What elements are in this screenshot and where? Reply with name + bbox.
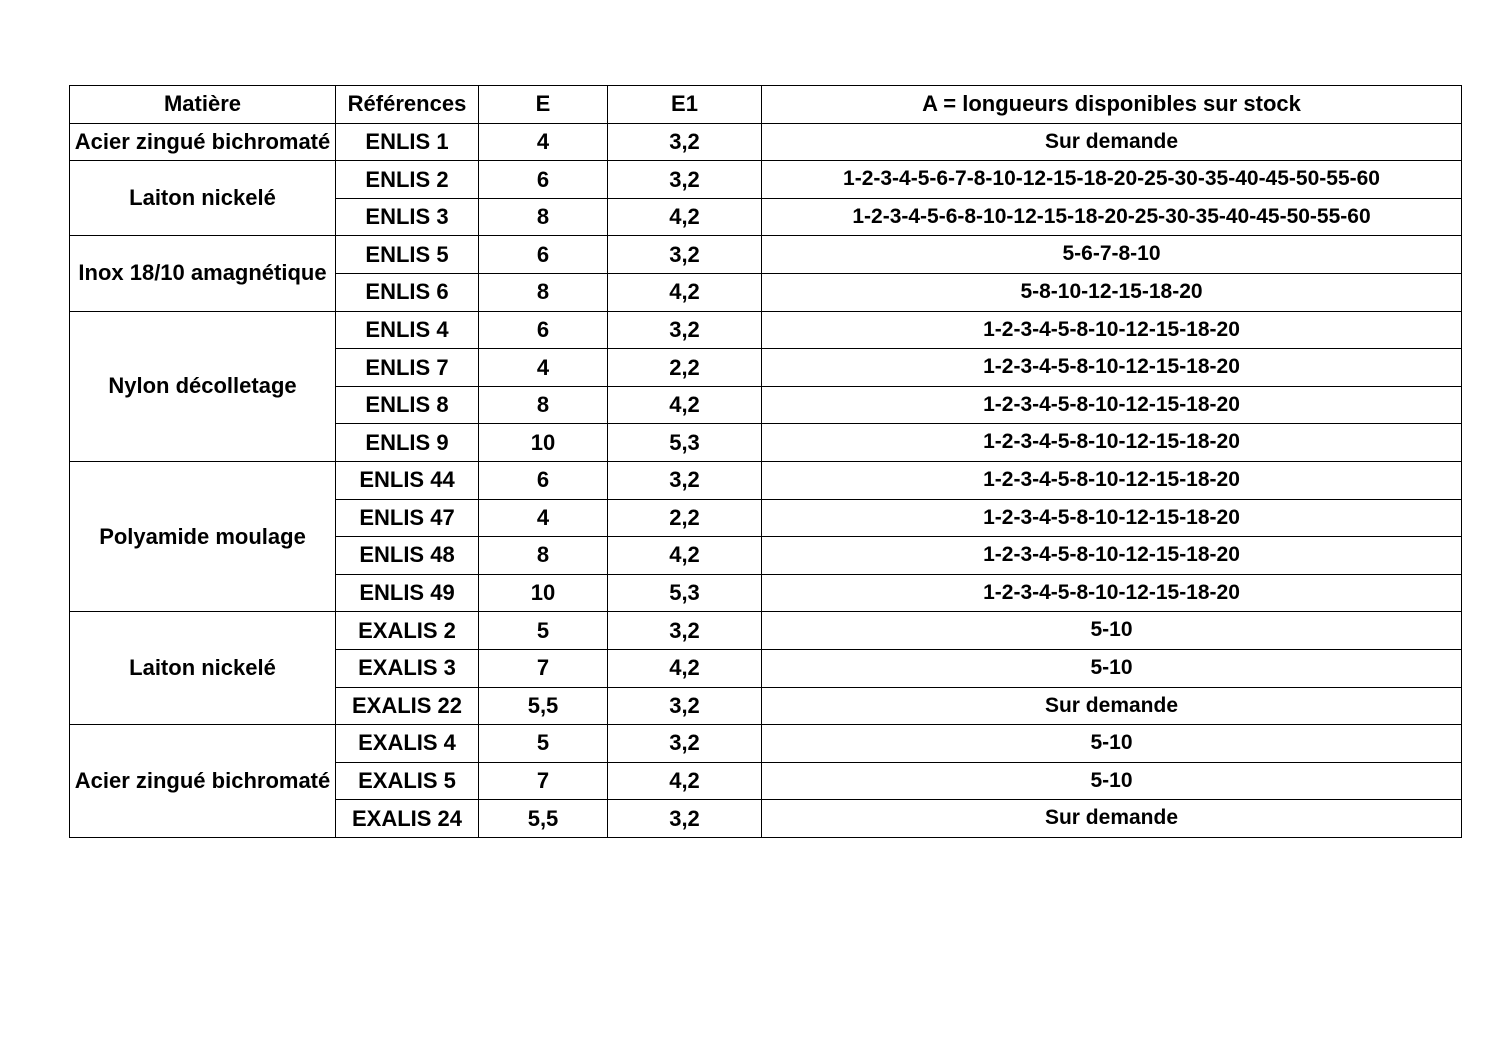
e-cell: 6	[479, 461, 608, 499]
e1-cell: 3,2	[608, 725, 762, 763]
e1-cell: 2,2	[608, 349, 762, 387]
lengths-cell: 1-2-3-4-5-8-10-12-15-18-20	[762, 424, 1462, 462]
reference-cell: ENLIS 44	[336, 461, 479, 499]
e-cell: 8	[479, 386, 608, 424]
e1-cell: 3,2	[608, 612, 762, 650]
e1-cell: 4,2	[608, 537, 762, 575]
e-cell: 7	[479, 649, 608, 687]
lengths-cell: 1-2-3-4-5-8-10-12-15-18-20	[762, 499, 1462, 537]
table-row	[70, 612, 1462, 650]
e1-cell: 3,2	[608, 161, 762, 199]
e-cell: 7	[479, 762, 608, 800]
table-row	[70, 725, 1462, 763]
e-cell: 10	[479, 424, 608, 462]
e1-cell: 4,2	[608, 198, 762, 236]
reference-cell: ENLIS 4	[336, 311, 479, 349]
reference-cell: ENLIS 49	[336, 574, 479, 612]
reference-cell: ENLIS 48	[336, 537, 479, 575]
e-cell: 5,5	[479, 800, 608, 838]
matiere-cell: Nylon décolletage	[70, 311, 336, 461]
e1-cell: 4,2	[608, 386, 762, 424]
e1-cell: 4,2	[608, 649, 762, 687]
header-matiere: Matière	[70, 86, 336, 124]
e1-cell: 2,2	[608, 499, 762, 537]
lengths-cell: 1-2-3-4-5-8-10-12-15-18-20	[762, 386, 1462, 424]
lengths-cell: 1-2-3-4-5-8-10-12-15-18-20	[762, 537, 1462, 575]
e-cell: 6	[479, 161, 608, 199]
e-cell: 4	[479, 499, 608, 537]
matiere-cell: Laiton nickelé	[70, 161, 336, 236]
lengths-cell: 1-2-3-4-5-6-7-8-10-12-15-18-20-25-30-35-40-45-50-55-60	[762, 161, 1462, 199]
reference-cell: ENLIS 5	[336, 236, 479, 274]
header-row	[70, 86, 1462, 124]
reference-cell: EXALIS 22	[336, 687, 479, 725]
e-cell: 8	[479, 273, 608, 311]
e1-cell: 3,2	[608, 461, 762, 499]
reference-cell: ENLIS 2	[336, 161, 479, 199]
table-header	[70, 86, 1462, 124]
header-e: E	[479, 86, 608, 124]
e-cell: 5	[479, 612, 608, 650]
matiere-cell: Laiton nickelé	[70, 612, 336, 725]
reference-cell: ENLIS 9	[336, 424, 479, 462]
reference-cell: ENLIS 3	[336, 198, 479, 236]
e-cell: 5,5	[479, 687, 608, 725]
reference-cell: ENLIS 7	[336, 349, 479, 387]
e-cell: 8	[479, 198, 608, 236]
e1-cell: 5,3	[608, 574, 762, 612]
e-cell: 6	[479, 311, 608, 349]
table-row	[70, 461, 1462, 499]
matiere-cell: Acier zingué bichromaté	[70, 123, 336, 161]
e1-cell: 3,2	[608, 687, 762, 725]
e-cell: 4	[479, 349, 608, 387]
header-e1: E1	[608, 86, 762, 124]
reference-cell: ENLIS 8	[336, 386, 479, 424]
e1-cell: 3,2	[608, 236, 762, 274]
e1-cell: 3,2	[608, 123, 762, 161]
e1-cell: 3,2	[608, 800, 762, 838]
lengths-cell: 1-2-3-4-5-8-10-12-15-18-20	[762, 349, 1462, 387]
reference-cell: EXALIS 4	[336, 725, 479, 763]
lengths-cell: 5-10	[762, 762, 1462, 800]
e-cell: 8	[479, 537, 608, 575]
e1-cell: 5,3	[608, 424, 762, 462]
matiere-cell: Acier zingué bichromaté	[70, 725, 336, 838]
lengths-cell: Sur demande	[762, 687, 1462, 725]
lengths-cell: 5-6-7-8-10	[762, 236, 1462, 274]
lengths-cell: Sur demande	[762, 800, 1462, 838]
table-row	[70, 161, 1462, 199]
matiere-cell: Polyamide moulage	[70, 461, 336, 611]
table-row	[70, 123, 1462, 161]
e1-cell: 4,2	[608, 762, 762, 800]
reference-cell: EXALIS 3	[336, 649, 479, 687]
lengths-cell: 5-8-10-12-15-18-20	[762, 273, 1462, 311]
reference-cell: EXALIS 5	[336, 762, 479, 800]
e-cell: 10	[479, 574, 608, 612]
e1-cell: 3,2	[608, 311, 762, 349]
lengths-cell: 1-2-3-4-5-8-10-12-15-18-20	[762, 574, 1462, 612]
e-cell: 5	[479, 725, 608, 763]
matiere-cell: Inox 18/10 amagnétique	[70, 236, 336, 311]
reference-cell: EXALIS 2	[336, 612, 479, 650]
e-cell: 4	[479, 123, 608, 161]
lengths-cell: 1-2-3-4-5-6-8-10-12-15-18-20-25-30-35-40-45-50-55-60	[762, 198, 1462, 236]
table-body	[70, 123, 1462, 837]
reference-cell: ENLIS 47	[336, 499, 479, 537]
e-cell: 6	[479, 236, 608, 274]
header-references: Références	[336, 86, 479, 124]
reference-cell: ENLIS 6	[336, 273, 479, 311]
reference-cell: EXALIS 24	[336, 800, 479, 838]
reference-cell: ENLIS 1	[336, 123, 479, 161]
specification-table	[69, 85, 1462, 838]
lengths-cell: 5-10	[762, 725, 1462, 763]
lengths-cell: 1-2-3-4-5-8-10-12-15-18-20	[762, 311, 1462, 349]
lengths-cell: Sur demande	[762, 123, 1462, 161]
header-lengths: A = longueurs disponibles sur stock	[762, 86, 1462, 124]
table-row	[70, 311, 1462, 349]
lengths-cell: 5-10	[762, 649, 1462, 687]
lengths-cell: 1-2-3-4-5-8-10-12-15-18-20	[762, 461, 1462, 499]
lengths-cell: 5-10	[762, 612, 1462, 650]
table-row	[70, 236, 1462, 274]
e1-cell: 4,2	[608, 273, 762, 311]
